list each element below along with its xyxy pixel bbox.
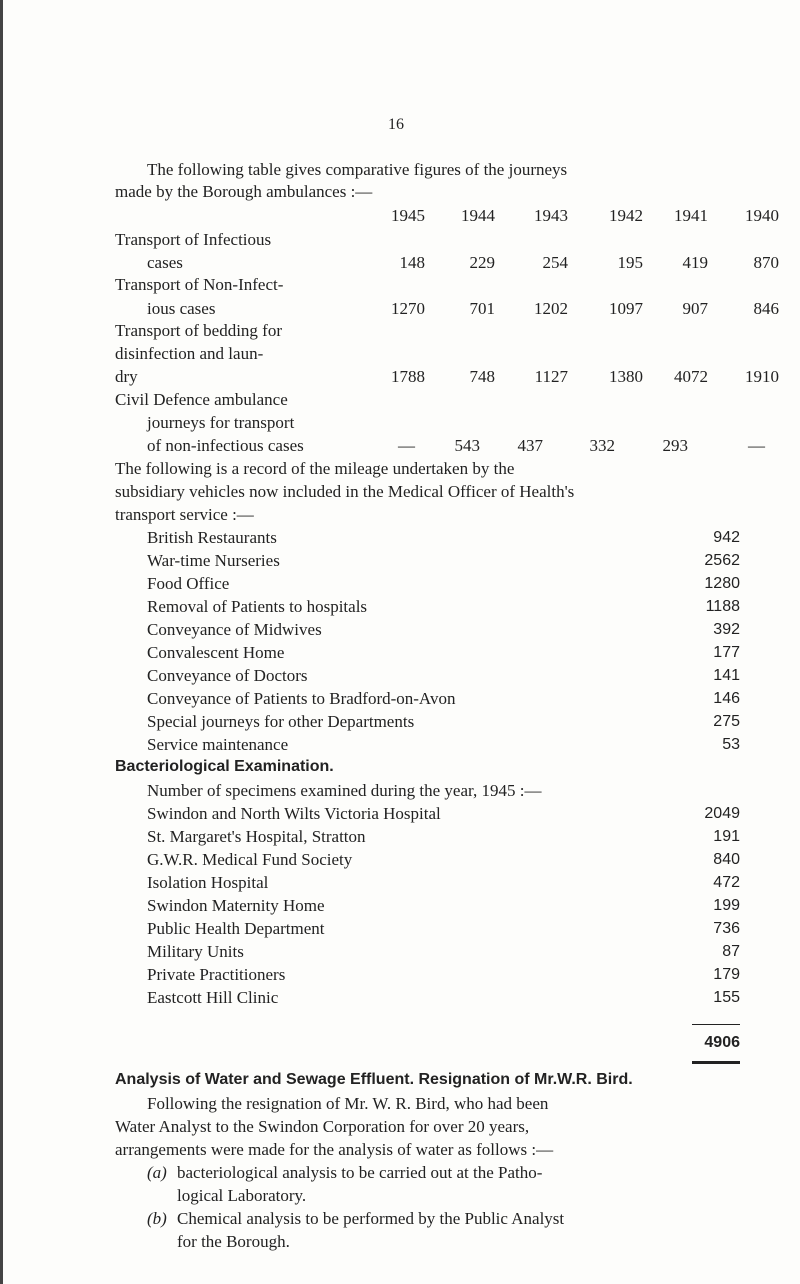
row-label: journeys for transport <box>147 413 295 432</box>
row-label: Transport of Infectious <box>115 230 272 249</box>
row-label: of non-infectious cases <box>147 436 304 455</box>
list-item-value: 2562 <box>704 552 740 569</box>
table-cell: 195 <box>617 253 643 272</box>
water-para-line2: Water Analyst to the Swindon Corporation for over 20 years, <box>115 1117 530 1136</box>
year-header: 1943 <box>534 206 568 225</box>
table-cell: 701 <box>469 299 495 318</box>
table-cell: 1202 <box>534 299 568 318</box>
list-item-value: 840 <box>713 851 740 868</box>
list-item-value: 191 <box>713 828 740 845</box>
list-item-value: 53 <box>722 736 740 753</box>
row-label: cases <box>147 253 183 272</box>
table-cell: 1380 <box>609 367 643 386</box>
bacteriological-total: 4906 <box>704 1034 740 1051</box>
row-label: dry <box>115 367 138 386</box>
list-item-label: Eastcott Hill Clinic <box>147 988 279 1007</box>
list-item-value: 472 <box>713 874 740 891</box>
table-cell: 293 <box>662 436 688 455</box>
row-label: Civil Defence ambulance <box>115 390 288 409</box>
table-cell: 870 <box>753 253 779 272</box>
year-header: 1942 <box>609 206 643 225</box>
table-cell: 229 <box>469 253 495 272</box>
mileage-intro-line1: The following is a record of the mileage undertaken by the <box>115 459 515 478</box>
table-cell: 1127 <box>534 367 568 386</box>
table-cell: — <box>748 436 765 455</box>
list-item-value: 87 <box>722 943 740 960</box>
list-item-value: 177 <box>713 644 740 661</box>
year-header: 1944 <box>461 206 495 225</box>
list-item-label: Removal of Patients to hospitals <box>147 597 368 616</box>
list-item-label: War-time Nurseries <box>147 551 280 570</box>
list-item-value: 155 <box>713 989 740 1006</box>
mileage-intro-line2: subsidiary vehicles now included in the Medical Officer of Health's <box>115 482 575 501</box>
table-cell: 1788 <box>391 367 425 386</box>
table-cell: 1270 <box>391 299 425 318</box>
list-item-label: Isolation Hospital <box>147 873 269 892</box>
table-cell: 846 <box>753 299 779 318</box>
water-para-line3: arrangements were made for the analysis of water as follows :— <box>115 1140 554 1159</box>
list-item-value: 199 <box>713 897 740 914</box>
journeys-intro-line2: made by the Borough ambulances :— <box>115 182 373 201</box>
section-heading-bacteriological: Bacteriological Examination. <box>115 758 334 775</box>
table-cell: 748 <box>469 367 495 386</box>
section-heading-water-analysis: Analysis of Water and Sewage Effluent. Resignation of Mr.W.R. Bird. <box>115 1071 633 1088</box>
list-item-value: 942 <box>713 529 740 546</box>
water-para-line1: Following the resignation of Mr. W. R. Bird, who had been <box>147 1094 549 1113</box>
list-item-label: Private Practitioners <box>147 965 286 984</box>
bacteriological-intro: Number of specimens examined during the year, 1945 :— <box>147 781 542 800</box>
list-item-value: 146 <box>713 690 740 707</box>
row-label: ious cases <box>147 299 216 318</box>
list-item-label: Public Health Department <box>147 919 325 938</box>
water-item-a-line2: logical Laboratory. <box>177 1186 307 1205</box>
table-cell: 1097 <box>609 299 643 318</box>
list-item-value: 736 <box>713 920 740 937</box>
list-item-label: Conveyance of Midwives <box>147 620 322 639</box>
water-item-b-line2: for the Borough. <box>177 1232 290 1251</box>
list-item-value: 1280 <box>704 575 740 592</box>
list-marker: (a) <box>147 1163 167 1182</box>
list-marker: (b) <box>147 1209 167 1228</box>
water-item-b-line1: Chemical analysis to be performed by the Public Analyst <box>177 1209 565 1228</box>
list-item-value: 392 <box>713 621 740 638</box>
list-item-value: 1188 <box>705 598 740 615</box>
row-label: disinfection and laun- <box>115 344 264 363</box>
list-item-label: Conveyance of Patients to Bradford-on-Avon <box>147 689 456 708</box>
year-header: 1941 <box>674 206 708 225</box>
list-item-value: 275 <box>713 713 740 730</box>
page-edge-shadow <box>0 0 3 1284</box>
table-cell: — <box>398 436 415 455</box>
list-item-label: Food Office <box>147 574 230 593</box>
list-item-label: Swindon and North Wilts Victoria Hospital <box>147 804 441 823</box>
table-cell: 4072 <box>674 367 708 386</box>
year-header: 1940 <box>745 206 779 225</box>
table-cell: 332 <box>589 436 615 455</box>
row-label: Transport of bedding for <box>115 321 282 340</box>
table-cell: 437 <box>517 436 543 455</box>
list-item-label: St. Margaret's Hospital, Stratton <box>147 827 366 846</box>
list-item-value: 179 <box>713 966 740 983</box>
list-item-label: G.W.R. Medical Fund Society <box>147 850 353 869</box>
mileage-intro-line3: transport service :— <box>115 505 254 524</box>
list-item-label: Convalescent Home <box>147 643 285 662</box>
list-item-label: Service maintenance <box>147 735 289 754</box>
journeys-intro-line1: The following table gives comparative figures of the journeys <box>147 160 568 179</box>
total-rule-top <box>692 1024 740 1025</box>
total-rule-bottom <box>692 1061 740 1064</box>
water-item-a-line1: bacteriological analysis to be carried out at the Patho- <box>177 1163 543 1182</box>
page-number: 16 <box>388 116 404 133</box>
table-cell: 543 <box>454 436 480 455</box>
year-header: 1945 <box>391 206 425 225</box>
table-cell: 1910 <box>745 367 779 386</box>
list-item-label: Special journeys for other Departments <box>147 712 415 731</box>
row-label: Transport of Non-Infect- <box>115 275 284 294</box>
list-item-value: 141 <box>713 667 740 684</box>
list-item-label: Conveyance of Doctors <box>147 666 308 685</box>
table-cell: 148 <box>399 253 425 272</box>
list-item-label: Swindon Maternity Home <box>147 896 325 915</box>
table-cell: 419 <box>682 253 708 272</box>
table-cell: 907 <box>682 299 708 318</box>
table-cell: 254 <box>542 253 568 272</box>
list-item-label: Military Units <box>147 942 244 961</box>
list-item-label: British Restaurants <box>147 528 277 547</box>
list-item-value: 2049 <box>704 805 740 822</box>
